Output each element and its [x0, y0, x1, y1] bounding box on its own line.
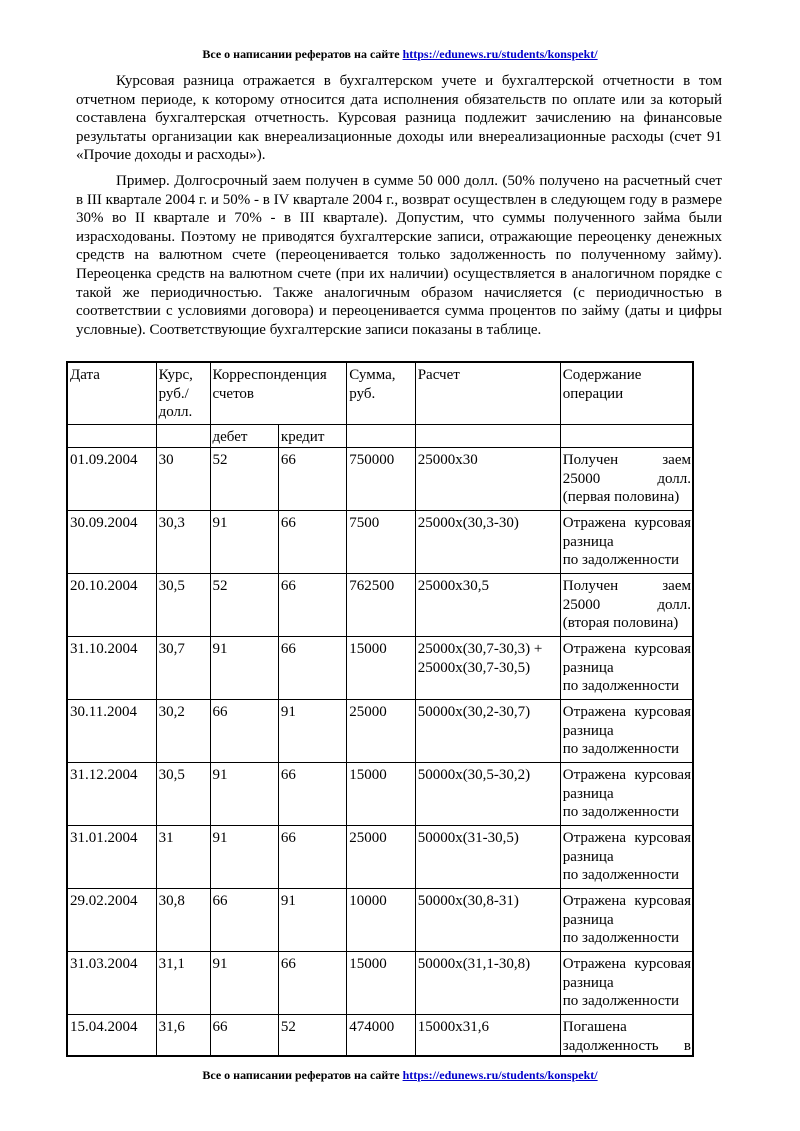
description-text: Отражена курсовая разница	[562, 641, 691, 676]
table-row	[67, 448, 693, 511]
description-text: Погашена задолженность в	[562, 1019, 691, 1054]
subheader-empty-date	[67, 425, 156, 448]
description-last-line: по задолженности	[562, 741, 680, 758]
description-text: Отражена курсовая разница	[562, 704, 691, 739]
header-banner	[0, 47, 800, 62]
cell-sum: 15000	[347, 763, 415, 826]
cell-rate: 30,8	[156, 889, 210, 952]
description-text: Отражена курсовая разница	[562, 515, 691, 550]
cell-date: 20.10.2004	[67, 574, 156, 637]
banner-link[interactable]: https://edunews.ru/students/konspekt/	[402, 1068, 598, 1082]
header-description: Содержание операции	[560, 362, 693, 425]
cell-calc: 50000x(30,2-30,7)	[415, 700, 560, 763]
cell-credit: 66	[278, 511, 346, 574]
cell-calc: 25000x30	[415, 448, 560, 511]
cell-credit: 66	[278, 448, 346, 511]
header-credit: кредит	[278, 425, 346, 448]
cell-date: 31.03.2004	[67, 952, 156, 1015]
cell-calc: 50000x(31-30,5)	[415, 826, 560, 889]
cell-sum: 10000	[347, 889, 415, 952]
table-row	[67, 826, 693, 889]
header-debit: дебет	[210, 425, 278, 448]
subheader-empty-desc	[560, 425, 693, 448]
description-last-line: по задолженности	[562, 930, 680, 947]
header-calculation: Расчет	[415, 362, 560, 425]
description-text: Отражена курсовая разница	[562, 830, 691, 865]
description-last-line: по задолженности	[562, 804, 680, 821]
cell-sum: 474000	[347, 1015, 415, 1057]
description-text: Отражена курсовая разница	[562, 893, 691, 928]
cell-date: 30.09.2004	[67, 511, 156, 574]
cell-description	[560, 889, 693, 952]
cell-rate: 30,7	[156, 637, 210, 700]
cell-credit: 66	[278, 637, 346, 700]
table-row	[67, 1015, 693, 1057]
cell-calc: 50000x(30,8-31)	[415, 889, 560, 952]
cell-credit: 66	[278, 952, 346, 1015]
cell-sum: 750000	[347, 448, 415, 511]
cell-description	[560, 574, 693, 637]
cell-description	[560, 1015, 693, 1057]
cell-rate: 31,6	[156, 1015, 210, 1057]
subheader-empty-sum	[347, 425, 415, 448]
table-row	[67, 574, 693, 637]
cell-calc: 25000x(30,3-30)	[415, 511, 560, 574]
paragraph-example: Пример. Долгосрочный заем получен в сумме 50 000 долл. (50% получено на расчетный счет в III квартале 2004 г. и 50% - в IV квартале 2004 г., возврат осуществлен в следующем году в размере 30% во II квартале и 70% - в III квартале). Допустим, что суммы полученного займа были израсходованы. Поэтому не приводятся бухгалтерские записи, отражающие переоценку денежных средств на валютном счете (переоценивается только задолженность по полученному займу). Переоценка средств на валютном счете (при их наличии) осуществляется в аналогичном порядке с такой же периодичностью. Также аналогичным образом начисляется (с периодичностью в соответствии с условиями договора) и переоценивается сумма процентов по займу (даты и цифры условные). Соответствующие бухгалтерские записи показаны в таблице.	[76, 172, 722, 338]
cell-date: 15.04.2004	[67, 1015, 156, 1057]
cell-description	[560, 763, 693, 826]
cell-credit: 91	[278, 700, 346, 763]
cell-debit: 52	[210, 448, 278, 511]
cell-credit: 66	[278, 826, 346, 889]
cell-debit: 52	[210, 574, 278, 637]
cell-debit: 91	[210, 763, 278, 826]
cell-credit: 52	[278, 1015, 346, 1057]
description-last-line: по задолженности	[562, 867, 680, 884]
banner-link[interactable]: https://edunews.ru/students/konspekt/	[402, 47, 598, 61]
table-row	[67, 889, 693, 952]
cell-date: 31.12.2004	[67, 763, 156, 826]
description-last-line: по задолженности	[562, 552, 680, 569]
cell-date: 29.02.2004	[67, 889, 156, 952]
banner-text: Все о написании рефератов на сайте	[202, 1068, 403, 1082]
cell-calc: 15000x31,6	[415, 1015, 560, 1057]
footer-banner	[0, 1068, 800, 1083]
cell-sum: 7500	[347, 511, 415, 574]
cell-calc: 25000x(30,7-30,3) + 25000x(30,7-30,5)	[415, 637, 560, 700]
cell-description	[560, 511, 693, 574]
cell-rate: 31,1	[156, 952, 210, 1015]
cell-rate: 31	[156, 826, 210, 889]
description-text: Получен заем 25000 долл.	[562, 452, 691, 487]
header-rate: Курс, руб./ долл.	[156, 362, 210, 425]
cell-calc: 25000x30,5	[415, 574, 560, 637]
description-last-line: по задолженности	[562, 678, 680, 695]
cell-rate: 30	[156, 448, 210, 511]
cell-credit: 66	[278, 763, 346, 826]
table-header-row	[67, 362, 693, 425]
description-text: Отражена курсовая разница	[562, 956, 691, 991]
description-text: Отражена курсовая разница	[562, 767, 691, 802]
header-sum: Сумма, руб.	[347, 362, 415, 425]
cell-rate: 30,3	[156, 511, 210, 574]
table-subheader-row	[67, 425, 693, 448]
cell-description	[560, 952, 693, 1015]
cell-calc: 50000x(31,1-30,8)	[415, 952, 560, 1015]
cell-debit: 91	[210, 826, 278, 889]
subheader-empty-rate	[156, 425, 210, 448]
cell-description	[560, 448, 693, 511]
header-correspondence: Корреспонденция счетов	[210, 362, 347, 425]
cell-rate: 30,5	[156, 574, 210, 637]
cell-date: 30.11.2004	[67, 700, 156, 763]
cell-description	[560, 700, 693, 763]
description-last-line: (первая половина)	[562, 489, 680, 506]
cell-date: 31.10.2004	[67, 637, 156, 700]
cell-sum: 15000	[347, 637, 415, 700]
table-row	[67, 952, 693, 1015]
cell-date: 01.09.2004	[67, 448, 156, 511]
cell-rate: 30,2	[156, 700, 210, 763]
accounting-entries-table	[66, 361, 694, 1057]
cell-debit: 91	[210, 637, 278, 700]
table-row	[67, 763, 693, 826]
table-row	[67, 637, 693, 700]
cell-sum: 25000	[347, 826, 415, 889]
cell-debit: 66	[210, 700, 278, 763]
cell-debit: 91	[210, 952, 278, 1015]
cell-debit: 66	[210, 1015, 278, 1057]
subheader-empty-calc	[415, 425, 560, 448]
cell-credit: 91	[278, 889, 346, 952]
banner-text: Все о написании рефератов на сайте	[202, 47, 403, 61]
table-row	[67, 511, 693, 574]
cell-debit: 66	[210, 889, 278, 952]
description-last-line: по задолженности	[562, 993, 680, 1010]
cell-description	[560, 826, 693, 889]
cell-sum: 15000	[347, 952, 415, 1015]
cell-date: 31.01.2004	[67, 826, 156, 889]
cell-sum: 762500	[347, 574, 415, 637]
cell-sum: 25000	[347, 700, 415, 763]
cell-debit: 91	[210, 511, 278, 574]
cell-calc: 50000x(30,5-30,2)	[415, 763, 560, 826]
cell-rate: 30,5	[156, 763, 210, 826]
cell-description	[560, 637, 693, 700]
paragraph-exchange-difference: Курсовая разница отражается в бухгалтерском учете и бухгалтерской отчетности в том отчетном периоде, к которому относится дата исполнения обязательств по оплате или за который составлена бухгалтерская отчетность. Курсовая разница подлежит зачислению на финансовые результаты организации как внереализационные доходы или внереализационные расходы (счет 91 «Прочие доходы и расходы»).	[76, 73, 722, 164]
description-text: Получен заем 25000 долл.	[562, 578, 691, 613]
cell-credit: 66	[278, 574, 346, 637]
description-last-line: (вторая половина)	[562, 615, 679, 632]
document-body	[76, 72, 722, 339]
table-row	[67, 700, 693, 763]
header-date: Дата	[67, 362, 156, 425]
